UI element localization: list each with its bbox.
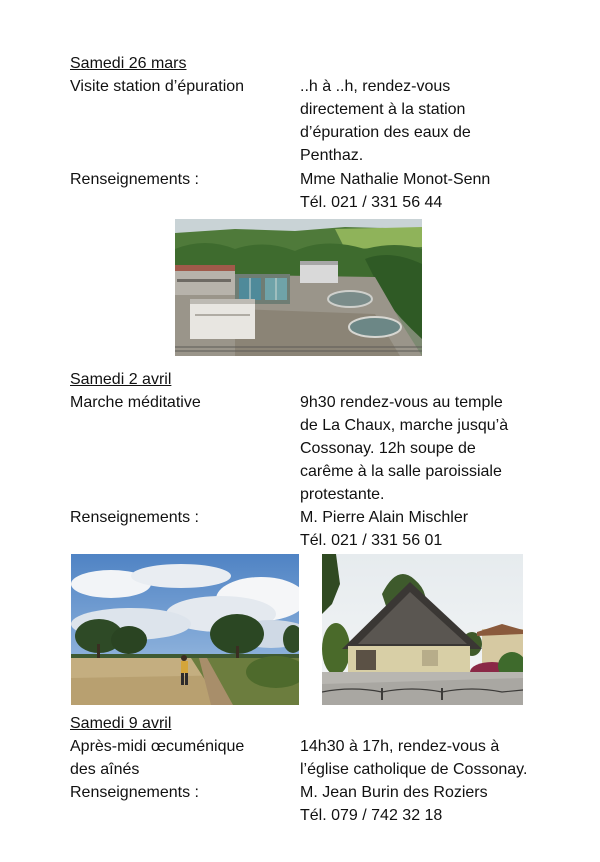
meadow-walk-photo — [71, 554, 299, 705]
contact-name: M. Pierre Alain Mischler — [300, 509, 469, 526]
church-photo — [322, 554, 523, 705]
event-details-line: de La Chaux, marche jusqu’à — [300, 417, 509, 434]
event-title: Marche méditative — [70, 394, 201, 411]
event-details-line: l’église catholique de Cossonay. — [300, 761, 528, 778]
event-details-line: Penthaz. — [300, 147, 364, 164]
event-details-line: Cossonay. 12h soupe de — [300, 440, 476, 457]
contact-phone: Tél. 021 / 331 56 44 — [300, 194, 443, 211]
event-details-line: directement à la station — [300, 101, 466, 118]
event-details-line: d’épuration des eaux de — [300, 124, 471, 141]
event-details-line: 9h30 rendez-vous au temple — [300, 394, 503, 411]
event-date: Samedi 2 avril — [70, 371, 172, 388]
event-details-line: protestante. — [300, 486, 385, 503]
event-title: Après-midi œcuménique — [70, 738, 245, 755]
contact-phone: Tél. 021 / 331 56 01 — [300, 532, 443, 549]
contact-name: Mme Nathalie Monot-Senn — [300, 171, 491, 188]
treatment-plant-photo — [175, 219, 422, 356]
event-details-line: 14h30 à 17h, rendez-vous à — [300, 738, 500, 755]
event-date: Samedi 26 mars — [70, 55, 187, 72]
info-label: Renseignements : — [70, 509, 199, 526]
event-details-line: ..h à ..h, rendez-vous — [300, 78, 451, 95]
event-details-line: carême à la salle paroissiale — [300, 463, 502, 480]
info-label: Renseignements : — [70, 171, 199, 188]
contact-phone: Tél. 079 / 742 32 18 — [300, 807, 443, 824]
info-label: Renseignements : — [70, 784, 199, 801]
contact-name: M. Jean Burin des Roziers — [300, 784, 488, 801]
event-date: Samedi 9 avril — [70, 715, 172, 732]
event-title: des aînés — [70, 761, 140, 778]
event-title: Visite station d’épuration — [70, 78, 245, 95]
